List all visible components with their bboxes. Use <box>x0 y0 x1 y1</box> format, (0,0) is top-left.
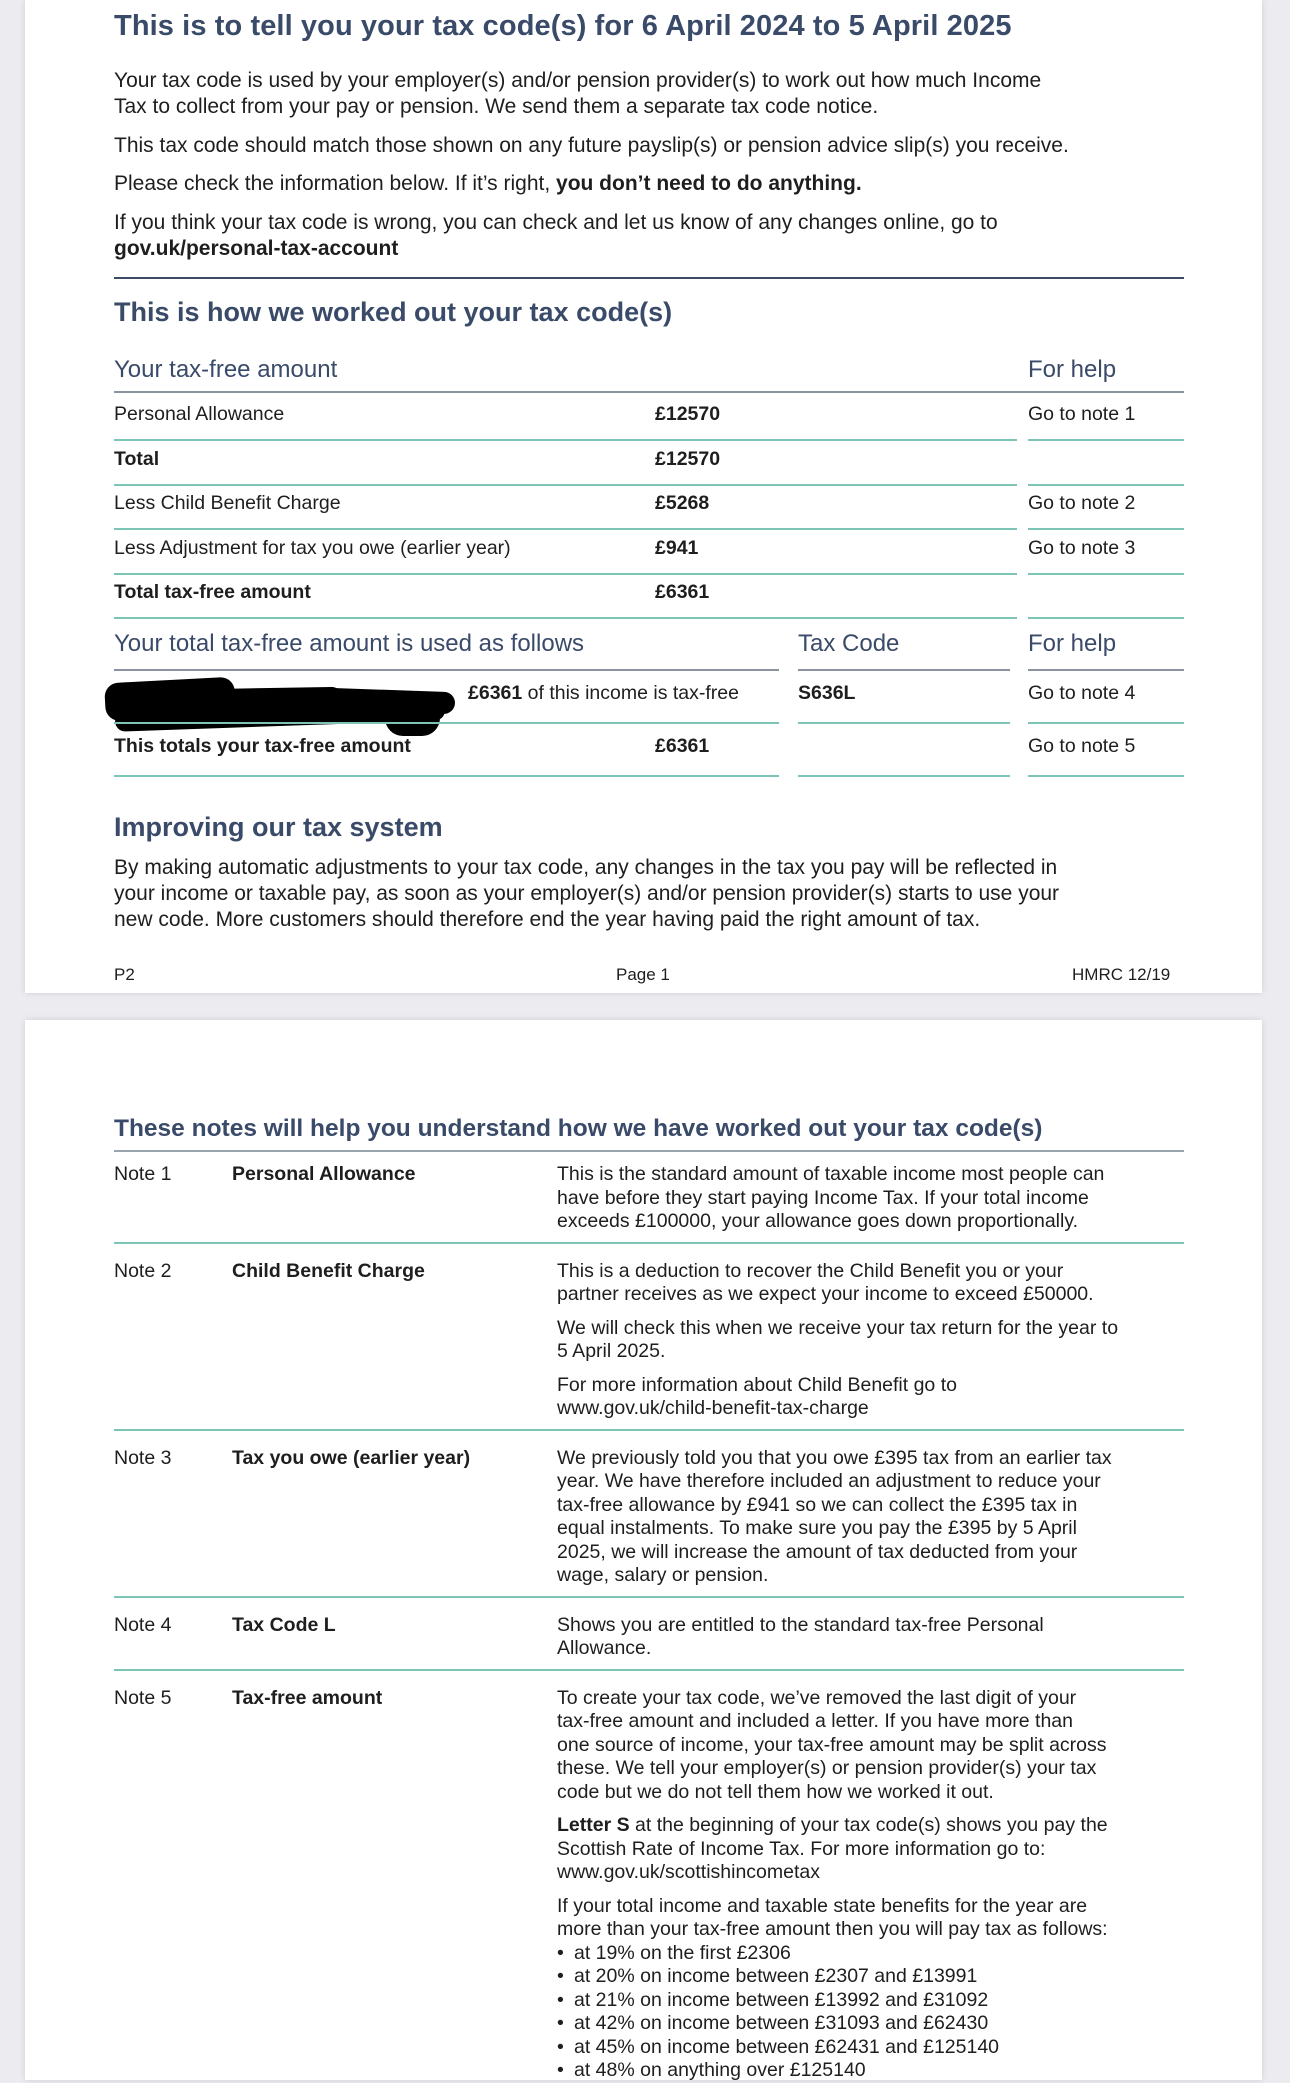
allowance-row-label: Personal Allowance <box>114 403 285 425</box>
row-rule <box>1028 573 1184 575</box>
bullet-icon: • <box>557 2012 564 2034</box>
allowance-row-help-link[interactable]: Go to note 3 <box>1028 536 1136 559</box>
income-tax-free-text <box>468 682 739 705</box>
note-line: wage, salary or pension. <box>557 1564 769 1586</box>
improving-heading: Improving our tax system <box>114 812 443 842</box>
note-line: equal instalments. To make sure you pay the £395 by 5 April <box>557 1517 1077 1539</box>
note-line: Allowance. <box>557 1637 652 1659</box>
bullet-icon: • <box>557 2059 564 2081</box>
note-line: partner receives as we expect your income to exceed £50000. <box>557 1283 1094 1305</box>
note-line: year. We have therefore included an adjustment to reduce your <box>557 1470 1101 1492</box>
tax-rate-band: at 20% on income between £2307 and £13991 <box>574 1965 978 1987</box>
table-header-rule <box>114 669 779 671</box>
row-rule <box>1028 484 1184 486</box>
tax-rate-band: at 19% on the first £2306 <box>574 1941 791 1964</box>
letter-page-1 <box>25 0 1262 993</box>
note-divider <box>114 1669 1184 1671</box>
row-rule <box>114 722 779 724</box>
income-text: of this income is tax-free <box>522 682 739 704</box>
footer-form-code: P2 <box>114 965 135 984</box>
row-rule <box>1028 775 1184 777</box>
note-line: This is the standard amount of taxable income most people can <box>557 1163 1105 1185</box>
note-line: one source of income, your tax-free amount may be split across <box>557 1733 1107 1756</box>
note-line: Scottish Rate of Income Tax. For more information go to: <box>557 1837 1046 1860</box>
note-number: Note 5 <box>114 1686 172 1709</box>
row-rule <box>114 775 779 777</box>
letter-s-text: at the beginning of your tax code(s) shows you pay the <box>629 1814 1108 1836</box>
improving-line: new code. More customers should therefore end the year having paid the right amount of tax. <box>114 908 981 931</box>
note-5-link[interactable]: Go to note 5 <box>1028 735 1136 757</box>
note-line: 5 April 2025. <box>557 1340 666 1362</box>
note-line: This is a deduction to recover the Child Benefit you or your <box>557 1259 1064 1282</box>
tax-rate-band: at 42% on income between £31093 and £62430 <box>574 2012 989 2034</box>
note-line: code but we do not tell them how we worked it out. <box>557 1780 994 1803</box>
row-rule <box>1028 528 1184 530</box>
rates-intro-line: more than your tax-free amount then you will pay tax as follows: <box>557 1918 1108 1940</box>
note-divider <box>114 1242 1184 1244</box>
notes-heading: These notes will help you understand how we have worked out your tax code(s) <box>114 1115 1043 1142</box>
allowance-row-help-link[interactable]: Go to note 2 <box>1028 492 1136 514</box>
note-line: To create your tax code, we’ve removed the last digit of your <box>557 1686 1077 1709</box>
footer-hmrc-ref: HMRC 12/19 <box>1072 965 1171 984</box>
note-line: tax-free allowance by £941 so we can collect the £395 tax in <box>557 1493 1078 1516</box>
allowance-row-label: Less Adjustment for tax you owe (earlier year) <box>114 536 511 559</box>
tax-code-header: Tax Code <box>798 630 900 657</box>
allowance-row-amount: £12570 <box>655 447 721 470</box>
note-line: tax-free amount and included a letter. If you have more than <box>557 1710 1073 1732</box>
table-header-rule <box>1028 669 1184 671</box>
note-divider <box>114 1596 1184 1598</box>
row-rule <box>798 775 1010 777</box>
note-title: Child Benefit Charge <box>232 1259 425 1282</box>
row-rule <box>114 617 1017 619</box>
note-line: Shows you are entitled to the standard tax-free Personal <box>557 1613 1044 1636</box>
note-title: Tax you owe (earlier year) <box>232 1446 471 1469</box>
tax-rate-band: at 45% on income between £62431 and £125140 <box>574 2035 1000 2058</box>
check-bold-text: you don’t need to do anything. <box>556 172 862 195</box>
row-rule <box>1028 722 1184 724</box>
section-divider <box>114 277 1184 279</box>
note-line: exceeds £100000, your allowance goes down proportionally. <box>557 1210 1079 1232</box>
used-as-follows-header: Your total tax-free amount is used as follows <box>114 630 585 657</box>
bullet-icon: • <box>557 1965 564 1987</box>
for-help-header: For help <box>1028 630 1117 657</box>
improving-line: your income or taxable pay, as soon as your employer(s) and/or pension provider(s) starts to use your <box>114 882 1060 905</box>
row-rule <box>114 528 1017 530</box>
note-4-link[interactable]: Go to note 4 <box>1028 682 1136 704</box>
intro-line: Your tax code is used by your employer(s) and/or pension provider(s) to work out how much Income <box>114 69 1042 92</box>
table-header-rule <box>114 391 1184 393</box>
allowance-row-label: Total <box>114 447 160 470</box>
allowance-row-label: Less Child Benefit Charge <box>114 492 341 514</box>
note-title: Tax Code L <box>232 1613 336 1636</box>
allowance-row-help-link[interactable]: Go to note 1 <box>1028 403 1136 425</box>
table-header-rule <box>798 669 1010 671</box>
allowance-row-amount: £941 <box>655 536 699 559</box>
letter-page-2 <box>25 1020 1262 2080</box>
note-title: Tax-free amount <box>232 1686 383 1709</box>
tax-rate-band: at 21% on income between £13992 and £31092 <box>574 1988 989 2011</box>
note-link[interactable]: www.gov.uk/child-benefit-tax-charge <box>557 1397 869 1419</box>
note-title: Personal Allowance <box>232 1163 416 1185</box>
note-line: 2025, we will increase the amount of tax deducted from your <box>557 1540 1078 1563</box>
row-rule <box>114 439 1017 441</box>
note-line: have before they start paying Income Tax. If your total income <box>557 1186 1089 1209</box>
note-line: We previously told you that you owe £395 tax from an earlier tax <box>557 1446 1112 1469</box>
note-number: Note 4 <box>114 1613 172 1636</box>
note-number: Note 3 <box>114 1446 172 1469</box>
row-rule <box>1028 617 1184 619</box>
tax-free-amount-header: Your tax-free amount <box>114 356 338 383</box>
letter-s-bold: Letter S <box>557 1814 630 1836</box>
allowance-row-amount: £5268 <box>655 492 710 514</box>
allowance-row-amount: £6361 <box>655 581 710 603</box>
totals-label: This totals your tax-free amount <box>114 735 411 757</box>
scottish-income-tax-link[interactable]: www.gov.uk/scottishincometax <box>557 1861 820 1883</box>
note-line: For more information about Child Benefit go to <box>557 1373 957 1396</box>
notes-heading-rule <box>114 1150 1184 1152</box>
check-paragraph <box>114 171 862 197</box>
note-line: We will check this when we receive your tax return for the year to <box>557 1316 1119 1339</box>
for-help-header: For help <box>1028 356 1117 383</box>
row-rule <box>114 484 1017 486</box>
worked-out-heading: This is how we worked out your tax code(s) <box>114 297 673 327</box>
letter-s-paragraph <box>557 1814 1108 1838</box>
check-text: Please check the information below. If it’s right, <box>114 172 557 195</box>
note-line: these. We tell your employer(s) or pension provider(s) your tax <box>557 1757 1097 1779</box>
totals-amount: £6361 <box>655 735 710 757</box>
tax-rate-band: at 48% on anything over £125140 <box>574 2059 866 2081</box>
tax-code-value: S636L <box>798 682 856 704</box>
row-rule <box>1028 439 1184 441</box>
intro-line: Tax to collect from your pay or pension. We send them a separate tax code notice. <box>114 95 879 118</box>
note-divider <box>114 1429 1184 1431</box>
income-amount: £6361 <box>468 682 523 704</box>
note-number: Note 1 <box>114 1163 172 1185</box>
wrong-text: If you think your tax code is wrong, you can check and let us know of any changes online, go to <box>114 211 998 234</box>
footer-page-number: Page 1 <box>616 965 670 984</box>
bullet-icon: • <box>557 1941 564 1964</box>
intro-line: This tax code should match those shown on any future payslip(s) or pension advice slip(s) you receive. <box>114 134 1069 157</box>
bullet-icon: • <box>557 2035 564 2058</box>
allowance-row-amount: £12570 <box>655 403 721 425</box>
allowance-row-label: Total tax-free amount <box>114 581 311 603</box>
rates-intro-line: If your total income and taxable state benefits for the year are <box>557 1894 1088 1917</box>
row-rule <box>798 722 1010 724</box>
bullet-icon: • <box>557 1988 564 2011</box>
improving-line: By making automatic adjustments to your tax code, any changes in the tax you pay will be reflected in <box>114 856 1058 879</box>
page-title: This is to tell you your tax code(s) for 6 April 2024 to 5 April 2025 <box>114 10 1012 42</box>
personal-tax-account-link[interactable]: gov.uk/personal-tax-account <box>114 237 399 260</box>
note-number: Note 2 <box>114 1259 172 1282</box>
row-rule <box>114 573 1017 575</box>
